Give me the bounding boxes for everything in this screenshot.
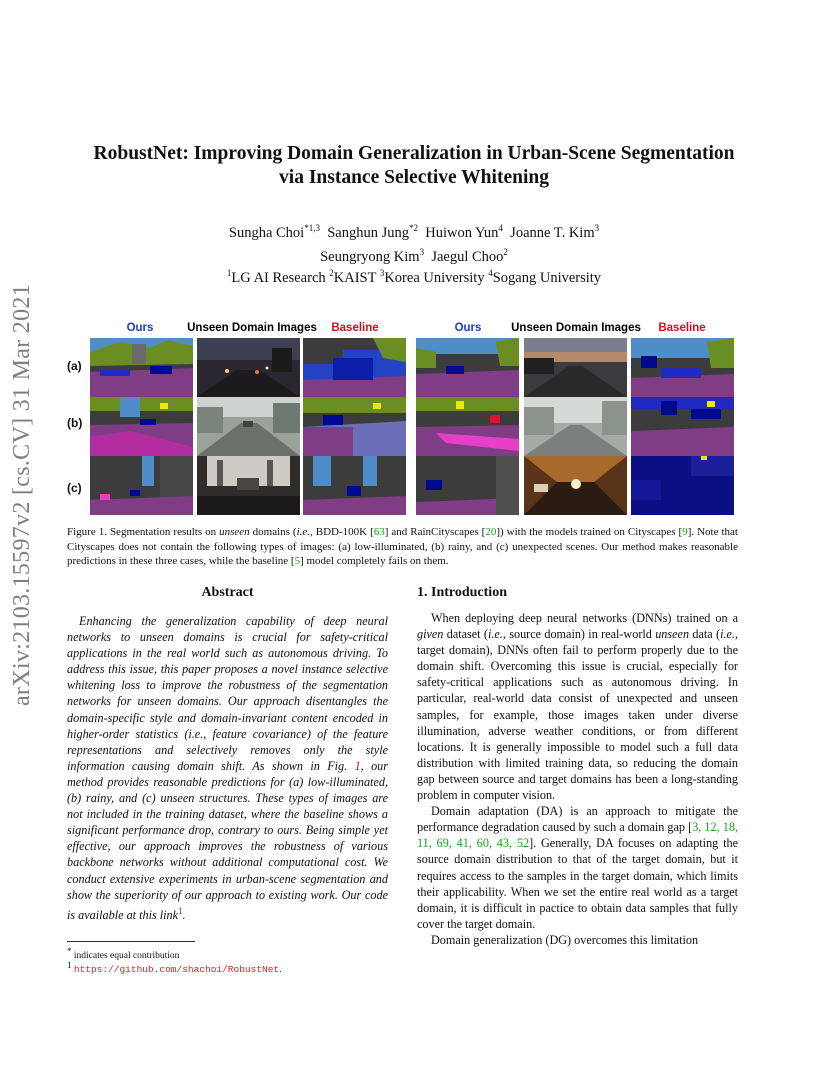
- segmentation-ours-b2: [416, 397, 519, 456]
- intro-emph: i.e.,: [720, 627, 738, 642]
- caption-text: ] and RainCityscapes [: [384, 526, 486, 538]
- abstract-text: , our method provides reasonable predictions for (a) low-illuminated, (b) rainy, and (c) unseen structures. These types of images are not included in the training dataset, where the baseline shows a significant performance drop, contrary to ours. Being simple yet effective, our approach improves the robustness of various backbone networks without additional computational cost. We conduct extensive experiments in urban-scene segmentation and show the superiority of our approach to existing work. Our code is available at this link: [67, 758, 388, 922]
- intro-paragraph: [417, 803, 738, 932]
- intro-paragraph: [417, 610, 738, 803]
- intro-emph: given: [417, 627, 444, 642]
- intro-text: Domain adaptation (DA) is an approach to mitigate the performance degradation caused by such a domain gap [: [417, 804, 738, 835]
- footnote-divider: [67, 941, 195, 942]
- author-affil-mark: 3: [419, 246, 425, 257]
- intro-emph: i.e.,: [487, 627, 506, 642]
- author: Seungryong Kim: [320, 248, 420, 265]
- affil-number: 4: [488, 268, 493, 278]
- author: Jaegul Choo: [431, 248, 504, 265]
- citation-links[interactable]: 3, 12, 18, 11, 69, 41, 60, 43, 52: [417, 820, 738, 851]
- figure-caption: [67, 525, 738, 569]
- col-header-baseline: Baseline: [331, 322, 379, 334]
- author-affil-mark: 4: [498, 223, 503, 233]
- introduction-heading: 1. Introduction: [417, 585, 507, 600]
- abstract-text: Enhancing the generalization capability of deep neural networks to unseen domains is crucial for safety-critical applications in the real world such as autonomous driving. To address this issue, this paper proposes a novel instance selective whitening loss to improve the robustness of the segmentation networks for unseen domains. Our approach disentangles the domain-specific style and domain-invariant content encoded in higher-order statistics (i.e., feature covariance) of the feature representations and selectively removes only the style information causing domain shift. As shown in Fig.: [67, 614, 388, 773]
- intro-text: dataset (: [443, 627, 488, 642]
- footnote-mark: *: [67, 946, 72, 956]
- citation-link[interactable]: 63: [373, 526, 385, 538]
- segmentation-baseline-c: [303, 456, 406, 515]
- footnote-text: .: [279, 965, 282, 976]
- unseen-image-a: [197, 338, 300, 397]
- segmentation-baseline-c2: [631, 456, 734, 515]
- author-list: [120, 219, 708, 267]
- figure-link[interactable]: 1: [354, 758, 361, 773]
- author-affil-mark: 3: [594, 223, 600, 233]
- intro-paragraph: Domain generalization (DG) overcomes this limitation: [431, 932, 699, 947]
- footnote-code-link: [67, 959, 388, 976]
- unseen-image-a2: [524, 338, 627, 397]
- unseen-image-c2: [524, 456, 627, 515]
- caption-emph: unseen: [219, 526, 250, 538]
- row-label: (a): [67, 359, 82, 373]
- introduction-body: [417, 610, 738, 948]
- caption-text: ]) with the models trained on Cityscapes [: [496, 526, 683, 538]
- footnote-mark: 1: [67, 960, 72, 970]
- intro-emph: unseen: [655, 627, 690, 642]
- col-header-unseen: Unseen Domain Images: [511, 322, 641, 334]
- col-header-unseen: Unseen Domain Images: [187, 322, 317, 334]
- author: Huiwon Yun: [425, 224, 499, 241]
- author-affil-mark: *1,3: [304, 223, 320, 233]
- row-label: (c): [67, 481, 82, 495]
- abstract-body: [67, 613, 388, 923]
- unseen-image-b2: [524, 397, 627, 456]
- affiliation: Sogang University: [492, 269, 602, 286]
- row-label: (b): [67, 416, 83, 430]
- arxiv-identifier: arXiv:2103.15597v2 [cs.CV] 31 Mar 2021: [9, 284, 35, 707]
- footnote-link[interactable]: 1: [178, 905, 183, 916]
- intro-text: source domain) in real-world: [505, 627, 656, 642]
- col-header-baseline: Baseline: [658, 322, 706, 334]
- intro-text: When deploying deep neural networks (DNNs) trained on a: [431, 611, 738, 625]
- intro-text: ]. Generally, DA focuses on adapting the source domain distribution to that of the target domain, but it requires access to the samples in the target domain, which limits their applicability. When we set the entire real world as a target domain, it is difficult in pactice to obtain data samples that fully cover the target domain.: [417, 836, 738, 931]
- affiliation: KAIST: [333, 269, 377, 286]
- segmentation-ours-b: [90, 397, 193, 456]
- segmentation-ours-a2: [416, 338, 519, 397]
- author-affil-mark: *2: [408, 223, 418, 233]
- unseen-image-c: [197, 456, 300, 515]
- affil-number: 1: [226, 268, 232, 278]
- segmentation-ours-a: [90, 338, 193, 397]
- unseen-image-b: [197, 397, 300, 456]
- intro-text: data (: [689, 627, 721, 642]
- caption-text: Figure 1. Segmentation results on: [67, 526, 220, 538]
- caption-text: ] model completely fails on them.: [300, 555, 449, 567]
- paper-title: RobustNet: Improving Domain Generalization in Urban-Scene Segmentation via Instance Selective Whitening: [93, 143, 735, 188]
- caption-text: BDD-100K [: [312, 526, 374, 538]
- affiliation: LG AI Research: [231, 269, 326, 286]
- col-header-ours: Ours: [126, 322, 154, 334]
- segmentation-baseline-b2: [631, 397, 734, 456]
- abstract-text: .: [182, 907, 186, 922]
- citation-link[interactable]: 9: [682, 526, 688, 538]
- author: Sanghun Jung: [327, 224, 409, 241]
- affiliations: [120, 268, 708, 287]
- affil-number: 2: [329, 268, 334, 278]
- citation-link[interactable]: 20: [485, 526, 497, 538]
- footnote-text: indicates equal contribution: [73, 951, 180, 962]
- segmentation-baseline-a: [303, 338, 406, 397]
- citation-link[interactable]: 5: [294, 555, 301, 567]
- segmentation-ours-c2: [416, 456, 519, 515]
- author-affil-mark: 2: [503, 246, 508, 257]
- author: Sungha Choi: [228, 224, 305, 241]
- col-header-ours: Ours: [454, 322, 482, 334]
- affil-number: 3: [379, 268, 385, 278]
- caption-emph: i.e.,: [296, 526, 313, 538]
- intro-text: target domain), DNNs often fail to perform properly due to the domain shift. Overcoming this issue is crucial, especially for safety-critical applications such as autonomous driving. In particular, real-world data consist of unexpected and unseen samples, for example, those images taken under diverse illumination, adverse weather conditions, or from different locations. It is generally impossible to model such a full data distribution with limited training data, so reducing the domain gap between source and target domains has been a long-standing problem in computer vision.: [417, 643, 738, 803]
- abstract-heading: Abstract: [201, 585, 254, 600]
- caption-text: ]. Note that Cityscapes does not contain the following types of images: (a) low-illuminated, (b) rainy, and (c) unexpected scenes. Our method makes reasonable predictions in these three cases, while the baseline [: [67, 526, 738, 567]
- code-url-link[interactable]: https://github.com/shachoi/RobustNet: [73, 964, 280, 976]
- segmentation-baseline-b: [303, 397, 406, 456]
- segmentation-baseline-a2: [631, 338, 734, 397]
- affiliation: Korea University: [384, 269, 485, 286]
- author: Joanne T. Kim: [510, 224, 595, 241]
- segmentation-ours-c: [90, 456, 193, 515]
- caption-text: domains (: [249, 526, 297, 538]
